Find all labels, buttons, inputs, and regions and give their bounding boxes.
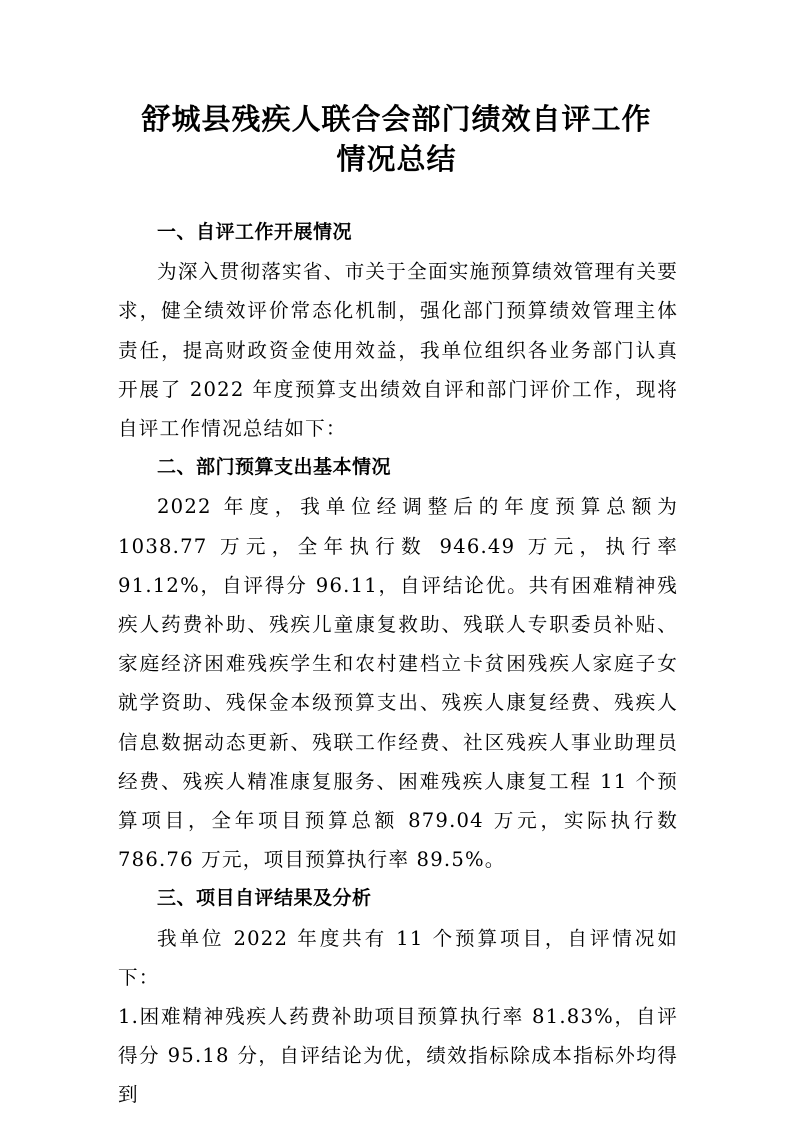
section1-heading: 一、自评工作开展情况 (157, 221, 353, 243)
section1-paragraph: 为深入贯彻落实省、市关于全面实施预算绩效管理有关要求，健全绩效评价常态化机制，强化部门预算绩效管理主体责任，提高财政资金使用效益，我单位组织各业务部门认真开展了 2022 年度预算支出绩效自评和部门评价工作，现将自评工作情况总结如下： (118, 260, 678, 441)
document-body (118, 213, 678, 1115)
section3-paragraph: 我单位 2022 年度共有 11 个预算项目，自评情况如下： (118, 926, 678, 989)
document-title-line1: 舒城县残疾人联合会部门绩效自评工作 (141, 102, 652, 136)
section2-heading: 二、部门预算支出基本情况 (157, 456, 392, 479)
section3-heading: 三、项目自评结果及分析 (157, 887, 372, 910)
document-title-line2: 情况总结 (336, 142, 457, 176)
section3-item1: 1.困难精神残疾人药费补助项目预算执行率 81.83%，自评得分 95.18 分，自评结论为优，绩效指标除成本指标外均得到 (118, 1005, 678, 1107)
section2-paragraph: 2022 年度，我单位经调整后的年度预算总额为 1038.77 万元，全年执行数 946.49 万元，执行率 91.12%，自评得分 96.11，自评结论优。共有困难精神残疾人药费补助、残疾儿童康复救助、残联人专职委员补贴、家庭经济困难残疾学生和农村建档立卡贫困残疾人家庭子女就学资助、残保金本级预算支出、残疾人康复经费、残疾人信息数据动态更新、残联工作经费、社区残疾人事业助理员经费、残疾人精准康复服务、困难残疾人康复工程 11 个预算项目，全年项目预算总额 879.04 万元，实际执行数 786.76 万元，项目预算执行率 89.5%。 (118, 495, 678, 872)
